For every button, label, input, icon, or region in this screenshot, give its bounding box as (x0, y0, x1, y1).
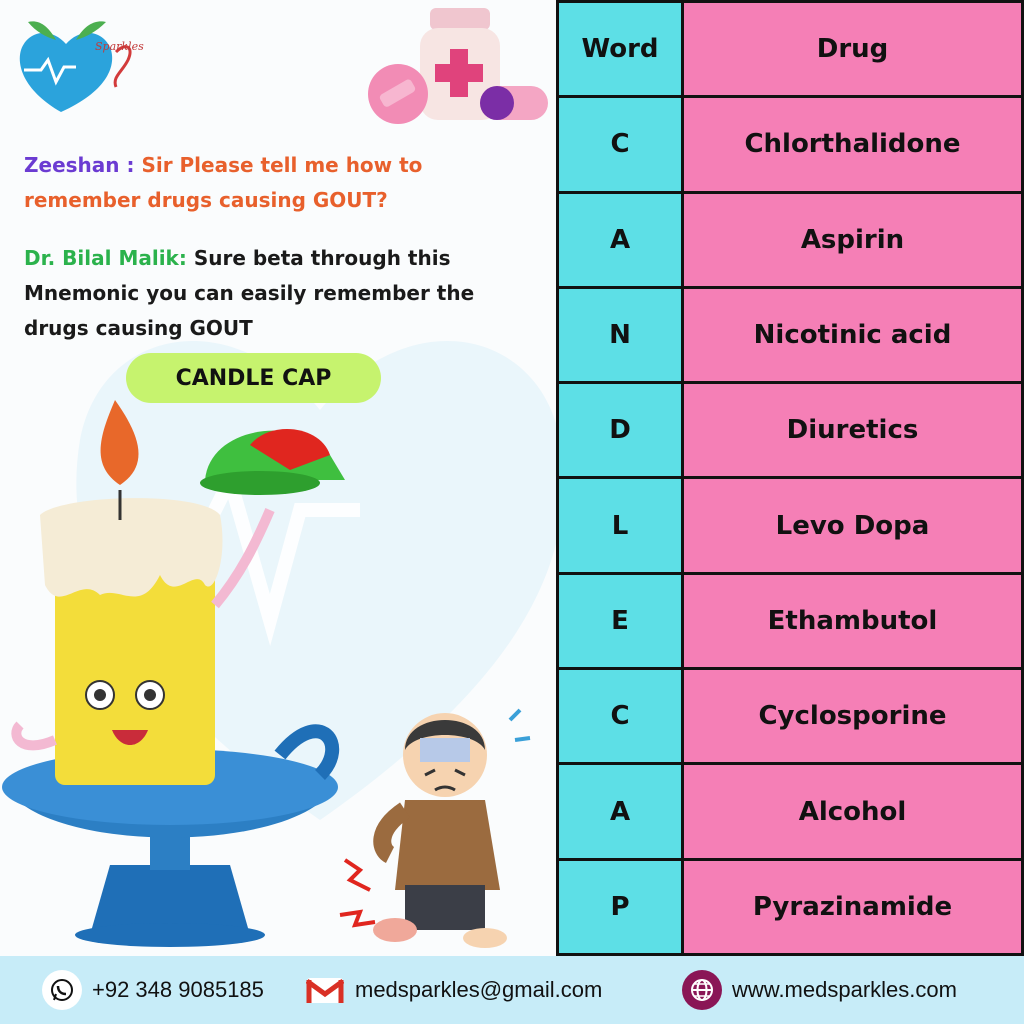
gmail-icon (305, 970, 345, 1010)
row-drug: Levo Dopa (684, 479, 1021, 571)
table-row (559, 765, 1021, 860)
row-letter: E (559, 575, 684, 667)
table-row (559, 861, 1021, 953)
email-contact[interactable] (305, 956, 602, 1024)
table-row (559, 670, 1021, 765)
row-letter: L (559, 479, 684, 571)
row-drug: Ethambutol (684, 575, 1021, 667)
row-letter: C (559, 98, 684, 190)
phone-number: +92 348 9085185 (92, 977, 264, 1002)
table-row (559, 289, 1021, 384)
row-drug: Diuretics (684, 384, 1021, 476)
row-letter: C (559, 670, 684, 762)
row-drug: Aspirin (684, 194, 1021, 286)
row-letter: P (559, 861, 684, 953)
row-letter: A (559, 765, 684, 857)
table-header-row (559, 3, 1021, 98)
man-in-pain-illustration (335, 700, 550, 955)
row-drug: Chlorthalidone (684, 98, 1021, 190)
row-letter: D (559, 384, 684, 476)
student-question (24, 148, 524, 218)
mnemonic-table (556, 0, 1024, 956)
header-drug: Drug (684, 3, 1021, 95)
mnemonic-pill: CANDLE CAP (126, 353, 381, 403)
website-contact[interactable] (682, 956, 957, 1024)
table-row (559, 384, 1021, 479)
doctor-name: Dr. Bilal Malik: (24, 246, 187, 270)
email-address: medsparkles@gmail.com (355, 977, 603, 1002)
row-drug: Alcohol (684, 765, 1021, 857)
website-url: www.medsparkles.com (732, 977, 957, 1002)
logo-text: Sparkles (95, 40, 144, 53)
phone-contact[interactable] (42, 956, 264, 1024)
table-row (559, 575, 1021, 670)
candle-cartoon-illustration (0, 395, 360, 955)
row-drug: Nicotinic acid (684, 289, 1021, 381)
doctor-message: Sure beta through this Mnemonic you can easily remember the drugs causing GOUT (24, 246, 475, 340)
student-message: Sir Please tell me how to remember drugs causing GOUT? (24, 153, 423, 212)
table-row (559, 194, 1021, 289)
contact-footer (0, 956, 1024, 1024)
doctor-answer (24, 241, 524, 346)
globe-icon (682, 970, 722, 1010)
student-name: Zeeshan : (24, 153, 135, 177)
medicine-bottle-icon (340, 4, 550, 134)
header-word: Word (559, 3, 684, 95)
whatsapp-icon (42, 970, 82, 1010)
table-row (559, 98, 1021, 193)
row-drug: Pyrazinamide (684, 861, 1021, 953)
row-letter: A (559, 194, 684, 286)
row-letter: N (559, 289, 684, 381)
row-drug: Cyclosporine (684, 670, 1021, 762)
brand-logo (16, 12, 166, 116)
table-row (559, 479, 1021, 574)
